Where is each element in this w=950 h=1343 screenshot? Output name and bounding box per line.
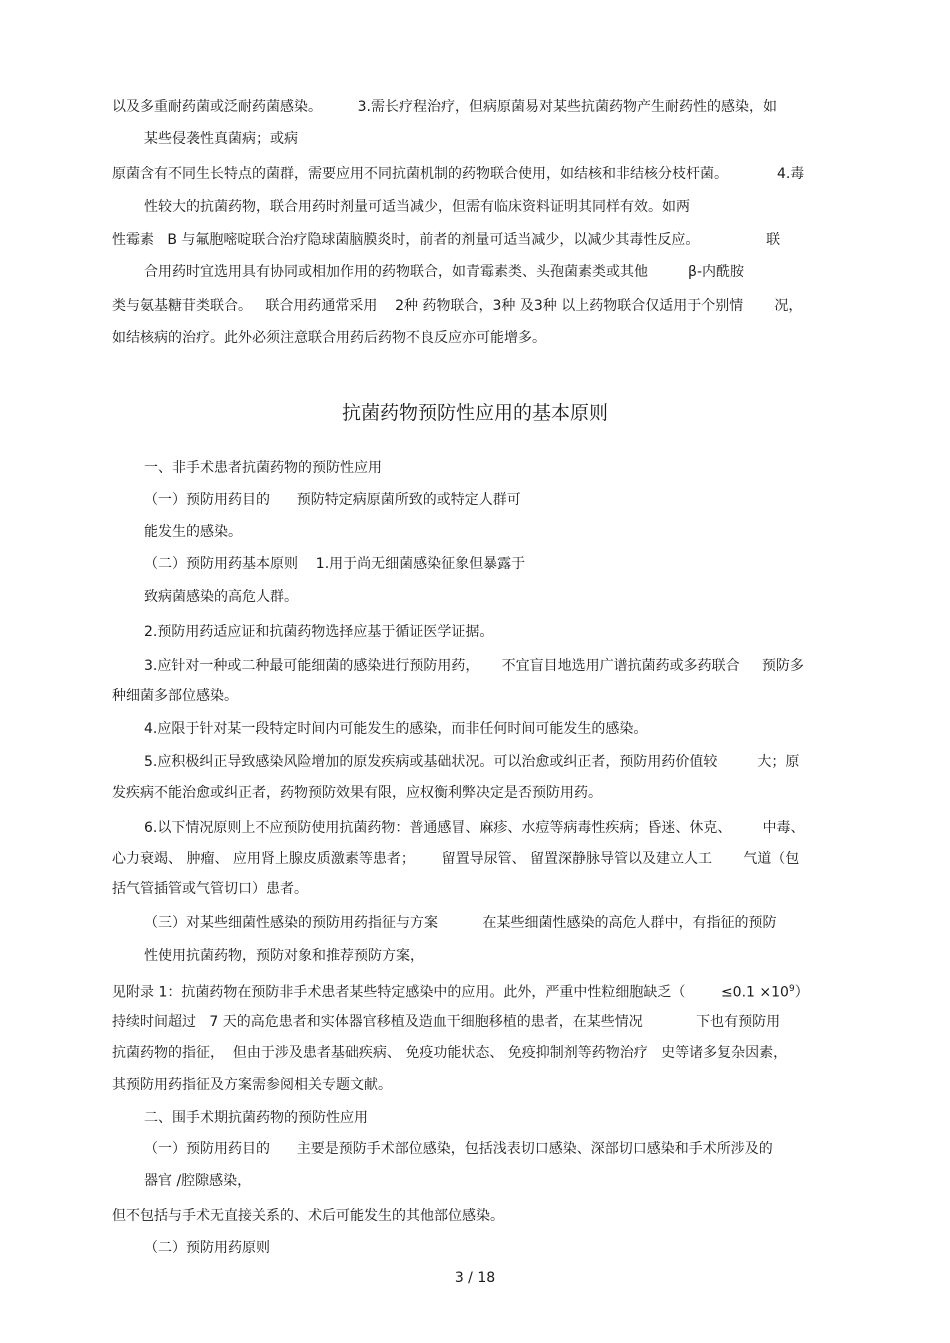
text-line: 2.预防用药适应证和抗菌药物选择应基于循证医学证据。 — [144, 624, 494, 640]
page-number: 3 / 18 — [454, 1270, 496, 1286]
text-line: 5.应积极纠正导致感染风险增加的原发疾病或基础状况。可以治愈或纠正者，预防用药价值较 大；原 — [144, 754, 800, 770]
text-line: 性霉素 B 与氟胞嘧啶联合治疗隐球菌脑膜炎时，前者的剂量可适当减少，以减少其毒性反应。 联 — [112, 232, 781, 248]
text-line: 能发生的感染。 — [144, 524, 242, 540]
text-line: 性较大的抗菌药物，联合用药时剂量可适当减少，但需有临床资料证明其同样有效。如两 — [144, 199, 690, 215]
text-line-tail: ） — [794, 984, 809, 1001]
text-line: 6.以下情况原则上不应预防使用抗菌药物：普通感冒、麻疹、水痘等病毒性疾病；昏迷、休克、 中毒、 — [144, 820, 805, 836]
text-line: 抗菌药物的指征， 但由于涉及患者基础疾病、 免疫功能状态、 免疫抑制剂等药物治疗 史等诸多复杂因素， — [112, 1045, 788, 1061]
text-line-main: 见附录 1：抗菌药物在预防非手术患者某些特定感染中的应用。此外，严重中性粒细胞缺乏（ ≤0.1 ×10 — [112, 984, 789, 1001]
text-line: （二）预防用药基本原则 1.用于尚无细菌感染征象但暴露于 — [144, 556, 526, 572]
text-line: 但不包括与手术无直接关系的、术后可能发生的其他部位感染。 — [112, 1208, 504, 1224]
text-line: 种细菌多部位感染。 — [112, 688, 238, 704]
text-line: 器官 /腔隙感染， — [144, 1173, 252, 1189]
text-line: 类与氨基糖苷类联合。 联合用药通常采用 2种 药物联合，3种 及3种 以上药物联合仅适用于个别情 况， — [112, 298, 803, 314]
text-line: 3.应针对一种或二种最可能细菌的感染进行预防用药， 不宜盲目地选用广谱抗菌药或多药联合 预防多 — [144, 658, 804, 674]
text-line: 以及多重耐药菌或泛耐药菌感染。 3.需长疗程治疗，但病原菌易对某些抗菌药物产生耐药性的感染，如 — [112, 99, 777, 115]
text-line: 发疾病不能治愈或纠正者，药物预防效果有限，应权衡利弊决定是否预防用药。 — [112, 785, 602, 801]
text-line: （三）对某些细菌性感染的预防用药指征与方案 在某些细菌性感染的高危人群中，有指征的预防 — [144, 915, 777, 931]
text-line: 致病菌感染的高危人群。 — [144, 589, 298, 605]
text-line — [112, 979, 809, 1003]
text-line: 4.应限于针对某一段特定时间内可能发生的感染，而非任何时间可能发生的感染。 — [144, 721, 648, 737]
text-line: 性使用抗菌药物，预防对象和推荐预防方案， — [144, 948, 424, 964]
text-line: 其预防用药指征及方案需参阅相关专题文献。 — [112, 1077, 392, 1093]
text-line: （一）预防用药目的 预防特定病原菌所致的或特定人群可 — [144, 492, 521, 508]
text-line: （二）预防用药原则 — [144, 1240, 270, 1256]
text-line: 原菌含有不同生长特点的菌群，需要应用不同抗菌机制的药物联合使用，如结核和非结核分枝杆菌。 4.毒 — [112, 166, 805, 182]
subsection-heading: 二、围手术期抗菌药物的预防性应用 — [144, 1110, 368, 1126]
text-line: 某些侵袭性真菌病；或病 — [144, 131, 298, 147]
text-line: 括气管插管或气管切口）患者。 — [112, 881, 308, 897]
section-heading: 抗菌药物预防性应用的基本原则 — [341, 402, 608, 424]
text-line: 合用药时宜选用具有协同或相加作用的药物联合，如青霉素类、头孢菌素类或其他 β-内酰胺 — [144, 264, 745, 280]
text-line: 持续时间超过 7 天的高危患者和实体器官移植及造血干细胞移植的患者，在某些情况 下也有预防用 — [112, 1014, 781, 1030]
subsection-heading: 一、非手术患者抗菌药物的预防性应用 — [144, 460, 382, 476]
text-line: 心力衰竭、 肿瘤、 应用肾上腺皮质激素等患者； 留置导尿管、 留置深静脉导管以及建立人工 气道（包 — [112, 851, 800, 867]
text-line: 如结核病的治疗。此外必须注意联合用药后药物不良反应亦可能增多。 — [112, 330, 546, 346]
superscript: 9 — [788, 984, 795, 994]
text-line: （一）预防用药目的 主要是预防手术部位感染，包括浅表切口感染、深部切口感染和手术所涉及的 — [144, 1141, 773, 1157]
